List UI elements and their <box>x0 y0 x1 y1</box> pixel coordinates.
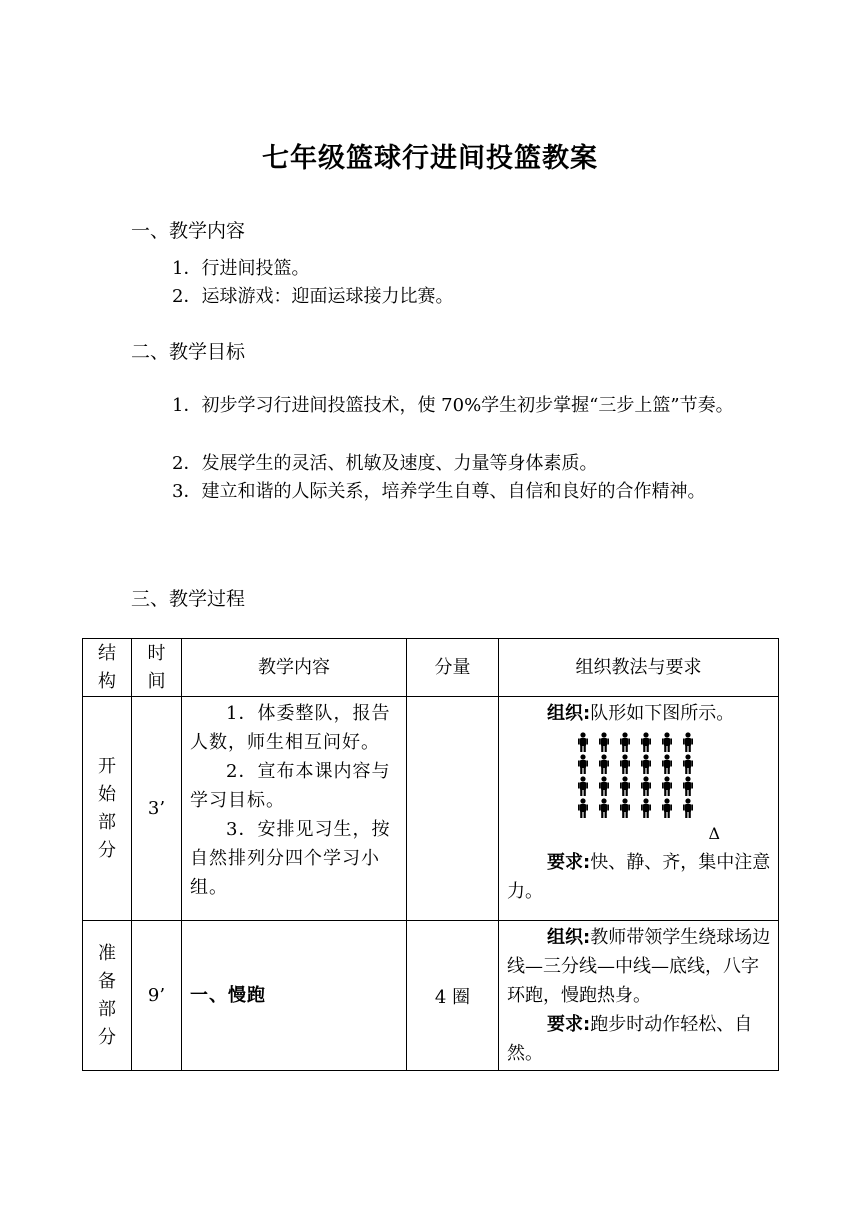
student-icon <box>682 798 694 818</box>
header-amount: 分量 <box>407 639 499 697</box>
student-icon <box>661 732 673 752</box>
student-icon <box>598 798 610 818</box>
org-label: 组织: <box>547 927 591 948</box>
student-icon <box>640 754 652 774</box>
student-icon <box>577 776 589 796</box>
content-line: 3．安排见习生，按自然排列分四个学习小组。 <box>190 819 391 898</box>
amount-cell <box>407 697 499 921</box>
student-icon <box>619 754 631 774</box>
time-cell: 3’ <box>132 697 182 921</box>
org-text: 教师带领学生绕球场边线—三分线—中线—底线，八字环跑，慢跑热身。 <box>507 927 771 1006</box>
content-line: 1．体委整队，报告人数，师生相互问好。 <box>190 703 391 753</box>
content-cell <box>182 921 407 1071</box>
goal-item: 2．发展学生的灵活、机敏及速度、力量等身体素质。 <box>172 453 598 474</box>
org-label: 组织: <box>547 703 591 724</box>
student-icon <box>682 754 694 774</box>
student-icon <box>640 732 652 752</box>
formation-row <box>577 732 772 754</box>
content-line: 2．宣布本课内容与学习目标。 <box>190 761 391 811</box>
student-icon <box>577 754 589 774</box>
req-label: 要求: <box>547 852 591 873</box>
student-icon <box>682 732 694 752</box>
content-cell <box>182 697 407 921</box>
organization-cell <box>499 921 779 1071</box>
header-structure: 结 构 <box>83 639 132 697</box>
formation-row <box>577 798 772 820</box>
req-label: 要求: <box>547 1014 591 1035</box>
structure-label: 准 备 部 分 <box>98 942 116 1048</box>
student-icon <box>619 798 631 818</box>
formation-diagram <box>507 728 772 820</box>
student-icon <box>640 798 652 818</box>
lesson-plan-table <box>82 638 779 1071</box>
time-cell: 9’ <box>132 921 182 1071</box>
structure-label: 开 始 部 分 <box>98 755 116 861</box>
req-text: 跑步时动作轻松、自然。 <box>507 1014 753 1064</box>
student-icon <box>619 732 631 752</box>
table-header-row <box>83 639 779 697</box>
student-icon <box>640 776 652 796</box>
document-title: 七年级篮球行进间投篮教案 <box>262 143 598 174</box>
student-icon <box>661 754 673 774</box>
structure-cell <box>83 921 132 1071</box>
student-icon <box>598 776 610 796</box>
content-bold: 一、慢跑 <box>190 985 266 1006</box>
formation-row <box>577 776 772 798</box>
student-icon <box>661 798 673 818</box>
table-row <box>83 697 779 921</box>
student-icon <box>598 754 610 774</box>
formation-row <box>577 754 772 776</box>
header-time: 时 间 <box>132 639 182 697</box>
header-organization: 组织教法与要求 <box>499 639 779 697</box>
goal-item: 1．初步学习行进间投篮技术，使 70%学生初步掌握“三步上篮”节奏。 <box>172 395 734 416</box>
structure-cell <box>83 697 132 921</box>
section-heading-content: 一、教学内容 <box>131 220 246 242</box>
student-icon <box>577 798 589 818</box>
student-icon <box>619 776 631 796</box>
content-item: 1．行进间投篮。 <box>172 258 310 279</box>
section-heading-goals: 二、教学目标 <box>131 341 246 363</box>
student-icon <box>661 776 673 796</box>
teacher-mark: Δ <box>708 824 720 843</box>
content-item: 2．运球游戏：迎面运球接力比赛。 <box>172 286 454 307</box>
amount-cell: 4 圈 <box>407 921 499 1071</box>
req-text: 快、静、齐，集中注意力。 <box>507 852 771 902</box>
table-row <box>83 921 779 1071</box>
organization-cell <box>499 697 779 921</box>
student-icon <box>598 732 610 752</box>
header-content: 教学内容 <box>182 639 407 697</box>
student-icon <box>682 776 694 796</box>
org-text: 队形如下图所示。 <box>590 703 735 724</box>
section-heading-process: 三、教学过程 <box>131 588 246 610</box>
goal-item: 3．建立和谐的人际关系，培养学生自尊、自信和良好的合作精神。 <box>172 481 706 502</box>
student-icon <box>577 732 589 752</box>
